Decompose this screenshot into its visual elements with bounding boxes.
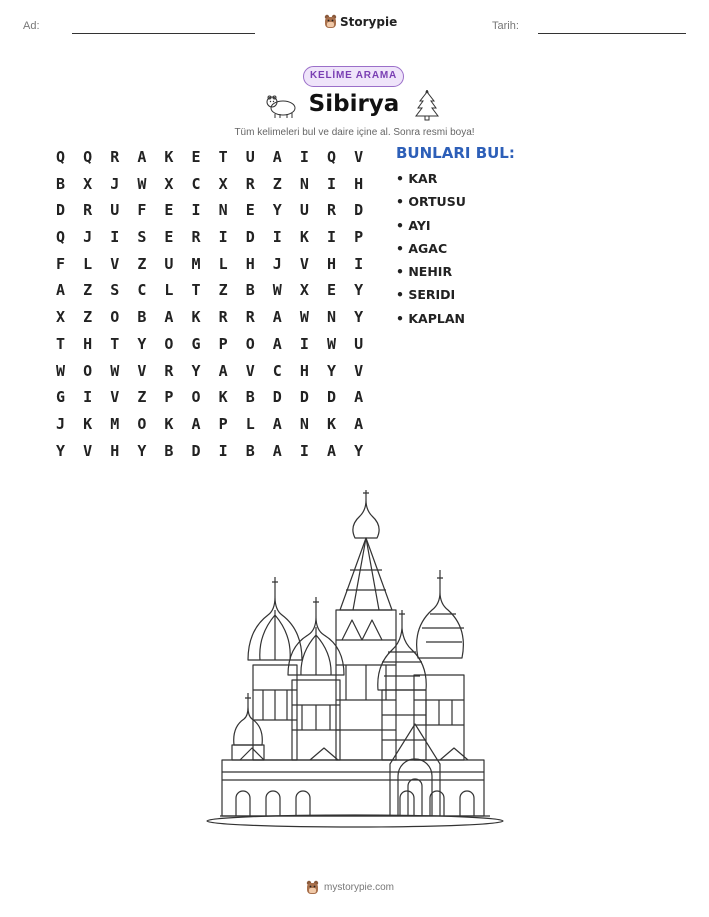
grid-cell[interactable]: V [299,254,309,273]
grid-cell[interactable]: Y [354,281,364,300]
grid-cell[interactable]: H [326,254,336,273]
grid-cell[interactable]: U [245,148,255,166]
grid-cell[interactable]: I [299,334,309,353]
grid-cell[interactable]: R [245,174,255,193]
grid-cell[interactable]: Y [137,334,147,353]
grid-cell[interactable]: O [245,334,255,353]
brand-name: Storypie [340,14,398,29]
grid-cell[interactable]: Q [56,148,66,166]
grid-cell[interactable]: A [354,388,364,407]
grid-cell[interactable]: N [299,414,309,433]
grid-cell[interactable]: I [110,228,120,247]
grid-cell[interactable]: X [299,281,309,300]
word-list-item: • AYI [396,217,431,233]
grid-cell[interactable]: P [354,228,364,247]
grid-cell[interactable]: B [137,308,147,327]
grid-cell[interactable]: Z [137,388,147,407]
grid-cell[interactable]: L [218,254,228,273]
grid-cell[interactable]: K [191,308,201,327]
grid-cell[interactable]: J [83,228,93,247]
grid-cell[interactable]: D [245,228,255,247]
grid-cell[interactable]: U [299,201,309,220]
grid-cell[interactable]: A [272,334,282,353]
pine-tree-icon [414,90,440,122]
grid-cell[interactable]: D [299,388,309,407]
grid-cell[interactable]: I [299,148,309,166]
grid-cell[interactable]: H [83,334,93,353]
grid-cell[interactable]: V [110,254,120,273]
grid-cell[interactable]: K [326,414,336,433]
grid-cell[interactable]: T [56,334,66,353]
grid-cell[interactable]: V [110,388,120,407]
grid-cell[interactable]: A [354,414,364,433]
grid-cell[interactable]: R [164,361,174,380]
grid-cell[interactable]: A [137,148,147,166]
grid-cell[interactable]: M [110,414,120,433]
grid-cell[interactable]: O [137,414,147,433]
grid-cell[interactable]: X [218,174,228,193]
grid-cell[interactable]: D [354,201,364,220]
word-list-title: BUNLARI BUL: [396,144,515,162]
grid-cell[interactable]: E [164,228,174,247]
grid-row [47,174,372,201]
grid-cell[interactable]: L [245,414,255,433]
grid-cell[interactable]: R [218,308,228,327]
grid-cell[interactable]: V [245,361,255,380]
grid-cell[interactable]: V [354,148,364,166]
grid-cell[interactable]: I [191,201,201,220]
word-list-item: • AGAC [396,240,448,256]
grid-cell[interactable]: B [164,441,174,460]
grid-cell[interactable]: A [164,308,174,327]
grid-cell[interactable]: Y [137,441,147,460]
grid-cell[interactable]: R [191,228,201,247]
grid-cell[interactable]: H [110,441,120,460]
grid-cell[interactable]: Y [354,308,364,327]
grid-cell[interactable]: Z [137,254,147,273]
grid-cell[interactable]: Z [272,174,282,193]
grid-cell[interactable]: C [191,174,201,193]
grid-row [47,361,372,388]
word-list-item: • KAPLAN [396,310,465,326]
grid-cell[interactable]: I [326,228,336,247]
grid-cell[interactable]: V [83,441,93,460]
grid-cell[interactable]: R [326,201,336,220]
grid-cell[interactable]: I [354,254,364,273]
grid-cell[interactable]: W [110,361,120,380]
grid-cell[interactable]: C [272,361,282,380]
grid-cell[interactable]: K [299,228,309,247]
grid-cell[interactable]: R [83,201,93,220]
grid-cell[interactable]: I [299,441,309,460]
bear-mascot-icon [324,14,337,29]
word-list-item: • ORTUSU [396,194,466,210]
word-list-item: • KAR [396,171,438,186]
word-search-grid[interactable] [47,147,372,467]
grid-cell[interactable]: A [272,414,282,433]
grid-cell[interactable]: T [191,281,201,300]
grid-cell[interactable]: A [272,308,282,327]
grid-cell[interactable]: A [56,281,66,300]
grid-cell[interactable]: M [191,254,201,273]
grid-cell[interactable]: X [83,174,93,193]
grid-cell[interactable]: B [245,441,255,460]
grid-cell[interactable]: K [218,388,228,407]
grid-cell[interactable]: U [354,334,364,353]
grid-cell[interactable]: I [326,174,336,193]
grid-cell[interactable]: E [191,148,201,166]
grid-cell[interactable]: F [137,201,147,220]
grid-cell[interactable]: E [245,201,255,220]
grid-row [47,414,372,441]
grid-cell[interactable]: U [164,254,174,273]
date-field-line[interactable] [538,33,686,34]
grid-cell[interactable]: R [245,308,255,327]
grid-cell[interactable]: P [218,414,228,433]
grid-cell[interactable]: V [137,361,147,380]
grid-row [47,334,372,361]
grid-cell[interactable]: G [191,334,201,353]
grid-cell[interactable]: V [354,361,364,380]
grid-row [47,387,372,414]
grid-cell[interactable]: A [272,441,282,460]
grid-cell[interactable]: W [137,174,147,193]
grid-cell[interactable]: D [56,201,66,220]
brand-logo [324,14,397,29]
page-title: Sibirya [308,91,400,117]
grid-cell[interactable]: W [56,361,66,380]
grid-cell[interactable]: F [56,254,66,273]
grid-cell[interactable]: N [218,201,228,220]
grid-row [47,227,372,254]
grid-cell[interactable]: S [110,281,120,300]
grid-cell[interactable]: J [56,414,66,433]
grid-cell[interactable]: J [272,254,282,273]
grid-cell[interactable]: Z [83,308,93,327]
grid-cell[interactable]: H [354,174,364,193]
footer-url[interactable]: mystorypie.com [324,882,395,893]
grid-cell[interactable]: C [137,281,147,300]
grid-cell[interactable]: T [110,334,120,353]
grid-cell[interactable]: O [164,334,174,353]
bear-mascot-icon [306,880,319,895]
grid-cell[interactable]: D [272,388,282,407]
grid-cell[interactable]: E [164,201,174,220]
grid-cell[interactable]: A [272,148,282,166]
name-label: Ad: [23,20,40,32]
grid-cell[interactable]: Y [191,361,201,380]
grid-cell[interactable]: B [245,388,255,407]
grid-cell[interactable]: I [218,228,228,247]
grid-cell[interactable]: K [164,148,174,166]
instructions-text: Tüm kelimeleri bul ve daire içine al. Sonra resmi boya! [234,127,475,138]
grid-cell[interactable]: W [299,308,309,327]
grid-cell[interactable]: Z [83,281,93,300]
word-list-item: • NEHIR [396,264,453,280]
grid-cell[interactable]: W [272,281,282,300]
grid-cell[interactable]: Q [56,228,66,247]
grid-cell[interactable]: H [299,361,309,380]
polar-bear-icon [265,92,299,120]
grid-row [47,280,372,307]
grid-row [47,147,372,174]
word-list-item: • SERIDI [396,287,456,303]
grid-cell[interactable]: N [326,308,336,327]
grid-cell[interactable]: R [110,148,120,166]
grid-cell[interactable]: Y [56,441,66,460]
grid-cell[interactable]: A [218,361,228,380]
grid-cell[interactable]: O [83,361,93,380]
footer [306,880,394,895]
grid-cell[interactable]: Z [218,281,228,300]
grid-cell[interactable]: L [164,281,174,300]
activity-badge: KELİME ARAMA [303,66,404,87]
grid-cell[interactable]: X [164,174,174,193]
grid-cell[interactable]: P [218,334,228,353]
grid-cell[interactable]: O [191,388,201,407]
grid-row [47,200,372,227]
grid-cell[interactable]: H [245,254,255,273]
grid-cell[interactable]: Y [272,201,282,220]
grid-cell[interactable]: G [56,388,66,407]
grid-cell[interactable]: J [110,174,120,193]
grid-cell[interactable]: B [245,281,255,300]
grid-cell[interactable]: D [326,388,336,407]
grid-cell[interactable]: E [326,281,336,300]
grid-cell[interactable]: K [83,414,93,433]
grid-cell[interactable]: T [218,148,228,166]
grid-cell[interactable]: I [218,441,228,460]
word-list [396,171,466,334]
grid-cell[interactable]: D [191,441,201,460]
grid-cell[interactable]: Q [326,148,336,166]
grid-cell[interactable]: Y [326,361,336,380]
grid-row [47,307,372,334]
grid-cell[interactable]: L [83,254,93,273]
grid-cell[interactable]: O [110,308,120,327]
grid-cell[interactable]: I [83,388,93,407]
grid-row [47,441,372,468]
date-label: Tarih: [492,20,519,32]
cathedral-illustration [200,490,510,830]
grid-cell[interactable]: X [56,308,66,327]
name-field-line[interactable] [72,33,255,34]
grid-cell[interactable]: Q [83,148,93,166]
grid-cell[interactable]: U [110,201,120,220]
grid-cell[interactable]: W [326,334,336,353]
grid-cell[interactable]: A [326,441,336,460]
grid-cell[interactable]: P [164,388,174,407]
grid-cell[interactable]: B [56,174,66,193]
grid-cell[interactable]: I [272,228,282,247]
grid-cell[interactable]: S [137,228,147,247]
grid-cell[interactable]: N [299,174,309,193]
grid-cell[interactable]: A [191,414,201,433]
grid-cell[interactable]: K [164,414,174,433]
grid-cell[interactable]: Y [354,441,364,460]
grid-row [47,254,372,281]
